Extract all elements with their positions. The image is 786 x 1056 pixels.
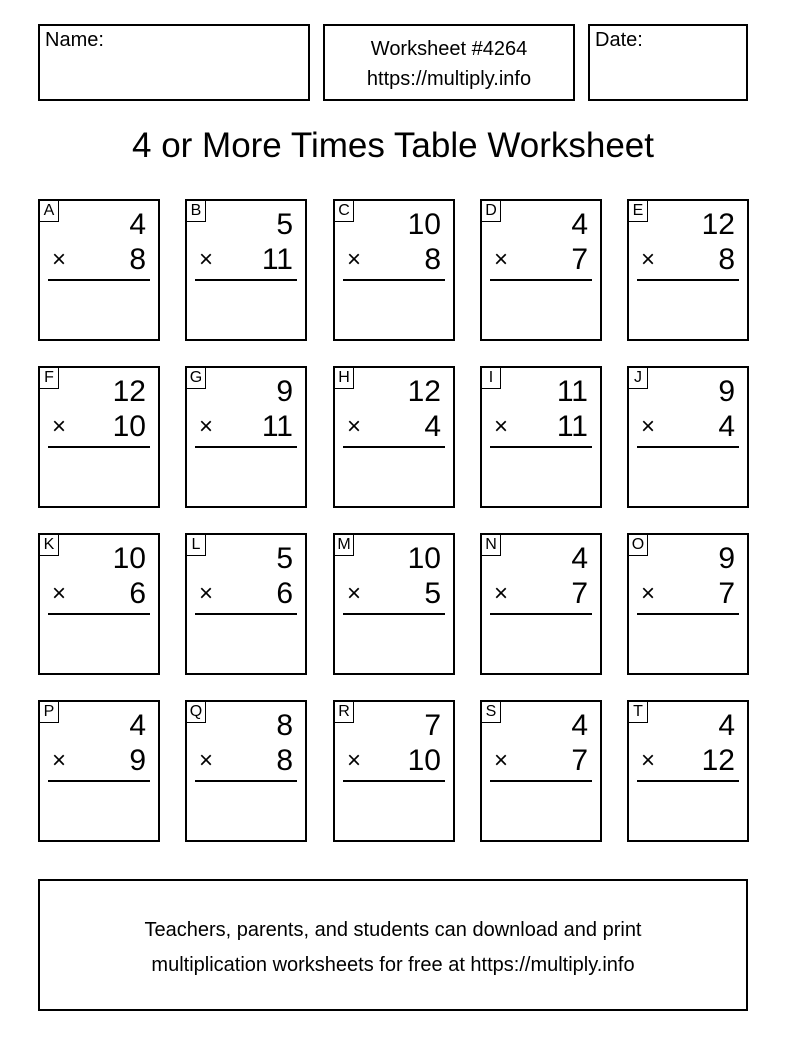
multiplier: 8 <box>129 243 146 276</box>
problem-card[interactable] <box>185 199 307 341</box>
answer-line <box>48 279 150 281</box>
multiply-sign: × <box>347 246 362 273</box>
problem-letter: D <box>482 201 501 222</box>
multiply-sign: × <box>641 747 656 774</box>
problem-letter: S <box>482 702 501 723</box>
multiply-sign: × <box>641 580 656 607</box>
answer-line <box>637 780 739 782</box>
multiplicand: 7 <box>424 709 441 742</box>
multiplier: 10 <box>407 744 441 777</box>
multiplicand: 5 <box>276 208 293 241</box>
multiply-sign: × <box>199 413 214 440</box>
page-title: 4 or More Times Table Worksheet <box>132 126 654 165</box>
multiplicand: 10 <box>407 542 441 575</box>
multiply-sign: × <box>52 413 67 440</box>
answer-line <box>343 279 445 281</box>
multiplicand: 12 <box>701 208 735 241</box>
multiply-sign: × <box>52 246 67 273</box>
problem-letter: K <box>40 535 59 556</box>
problem-card[interactable] <box>38 199 160 341</box>
problem-letter: C <box>335 201 354 222</box>
problem-letter: I <box>482 368 501 389</box>
multiplicand: 4 <box>129 208 146 241</box>
multiplier: 11 <box>556 410 588 443</box>
answer-line <box>343 780 445 782</box>
answer-line <box>48 613 150 615</box>
multiply-sign: × <box>494 747 509 774</box>
multiplicand: 12 <box>112 375 146 408</box>
problem-card[interactable] <box>627 366 749 508</box>
multiplier: 7 <box>718 577 735 610</box>
multiply-sign: × <box>347 413 362 440</box>
problem-letter: R <box>335 702 354 723</box>
problem-card[interactable] <box>185 700 307 842</box>
answer-line <box>490 279 592 281</box>
problem-card[interactable] <box>38 533 160 675</box>
multiplier: 5 <box>424 577 441 610</box>
problem-letter: L <box>187 535 206 556</box>
answer-line <box>637 613 739 615</box>
problem-card[interactable] <box>480 533 602 675</box>
multiply-sign: × <box>199 747 214 774</box>
multiplier: 8 <box>276 744 293 777</box>
multiplicand: 8 <box>276 709 293 742</box>
multiply-sign: × <box>494 413 509 440</box>
problem-letter: E <box>629 201 648 222</box>
answer-line <box>48 446 150 448</box>
answer-line <box>490 780 592 782</box>
multiply-sign: × <box>641 246 656 273</box>
worksheet-number: Worksheet #4264 <box>370 38 528 60</box>
multiply-sign: × <box>347 580 362 607</box>
problem-card[interactable] <box>333 199 455 341</box>
multiplicand: 9 <box>718 375 735 408</box>
multiplicand: 4 <box>571 208 588 241</box>
problem-card[interactable] <box>480 700 602 842</box>
answer-line <box>343 613 445 615</box>
multiplier: 7 <box>571 243 588 276</box>
problem-letter: J <box>629 368 648 389</box>
multiplier: 4 <box>424 410 441 443</box>
answer-line <box>637 279 739 281</box>
problem-card[interactable] <box>627 199 749 341</box>
multiplier: 6 <box>129 577 146 610</box>
problem-card[interactable] <box>38 366 160 508</box>
multiply-sign: × <box>347 747 362 774</box>
problem-card[interactable] <box>185 366 307 508</box>
name-field[interactable] <box>38 24 310 101</box>
multiplier: 11 <box>261 410 293 443</box>
answer-line <box>195 446 297 448</box>
problem-letter: P <box>40 702 59 723</box>
problem-card[interactable] <box>333 700 455 842</box>
multiplicand: 9 <box>718 542 735 575</box>
problem-card[interactable] <box>333 366 455 508</box>
multiplicand: 9 <box>276 375 293 408</box>
multiply-sign: × <box>52 747 67 774</box>
multiplicand: 4 <box>571 542 588 575</box>
answer-line <box>637 446 739 448</box>
answer-line <box>343 446 445 448</box>
multiplier: 4 <box>718 410 735 443</box>
problem-letter: B <box>187 201 206 222</box>
multiplier: 6 <box>276 577 293 610</box>
multiplicand: 4 <box>129 709 146 742</box>
answer-line <box>195 279 297 281</box>
problem-card[interactable] <box>480 199 602 341</box>
problem-card[interactable] <box>38 700 160 842</box>
multiply-sign: × <box>494 580 509 607</box>
worksheet-info-box <box>323 24 575 101</box>
multiplier: 7 <box>571 577 588 610</box>
multiplier: 7 <box>571 744 588 777</box>
problem-letter: M <box>335 535 354 556</box>
problem-letter: G <box>187 368 206 389</box>
name-label: Name: <box>45 29 104 51</box>
problem-grid <box>38 199 748 842</box>
multiplier: 12 <box>701 744 735 777</box>
answer-line <box>490 446 592 448</box>
multiplicand: 10 <box>112 542 146 575</box>
multiplier: 10 <box>112 410 146 443</box>
multiplier: 11 <box>261 243 293 276</box>
multiply-sign: × <box>199 580 214 607</box>
problem-letter: O <box>629 535 648 556</box>
multiply-sign: × <box>199 246 214 273</box>
problem-letter: A <box>40 201 59 222</box>
multiplicand: 11 <box>556 375 588 408</box>
multiplicand: 10 <box>407 208 441 241</box>
problem-letter: N <box>482 535 501 556</box>
problem-card[interactable] <box>333 533 455 675</box>
multiplicand: 4 <box>571 709 588 742</box>
multiplier: 8 <box>424 243 441 276</box>
problem-letter: T <box>629 702 648 723</box>
footer-line-2: multiplication worksheets for free at https://multiply.info <box>151 954 635 976</box>
problem-card[interactable] <box>627 700 749 842</box>
multiplicand: 12 <box>407 375 441 408</box>
problem-letter: F <box>40 368 59 389</box>
date-label: Date: <box>595 29 643 51</box>
worksheet-url: https://multiply.info <box>366 68 532 90</box>
answer-line <box>48 780 150 782</box>
problem-letter: H <box>335 368 354 389</box>
footer-line-1: Teachers, parents, and students can download and print <box>144 919 642 941</box>
date-field[interactable] <box>588 24 748 101</box>
answer-line <box>195 780 297 782</box>
multiply-sign: × <box>494 246 509 273</box>
multiply-sign: × <box>52 580 67 607</box>
multiplier: 9 <box>129 744 146 777</box>
answer-line <box>490 613 592 615</box>
problem-card[interactable] <box>480 366 602 508</box>
problem-card[interactable] <box>185 533 307 675</box>
multiplicand: 4 <box>718 709 735 742</box>
answer-line <box>195 613 297 615</box>
multiplicand: 5 <box>276 542 293 575</box>
problem-letter: Q <box>187 702 206 723</box>
multiplier: 8 <box>718 243 735 276</box>
multiply-sign: × <box>641 413 656 440</box>
footer-box <box>38 879 748 1011</box>
problem-card[interactable] <box>627 533 749 675</box>
